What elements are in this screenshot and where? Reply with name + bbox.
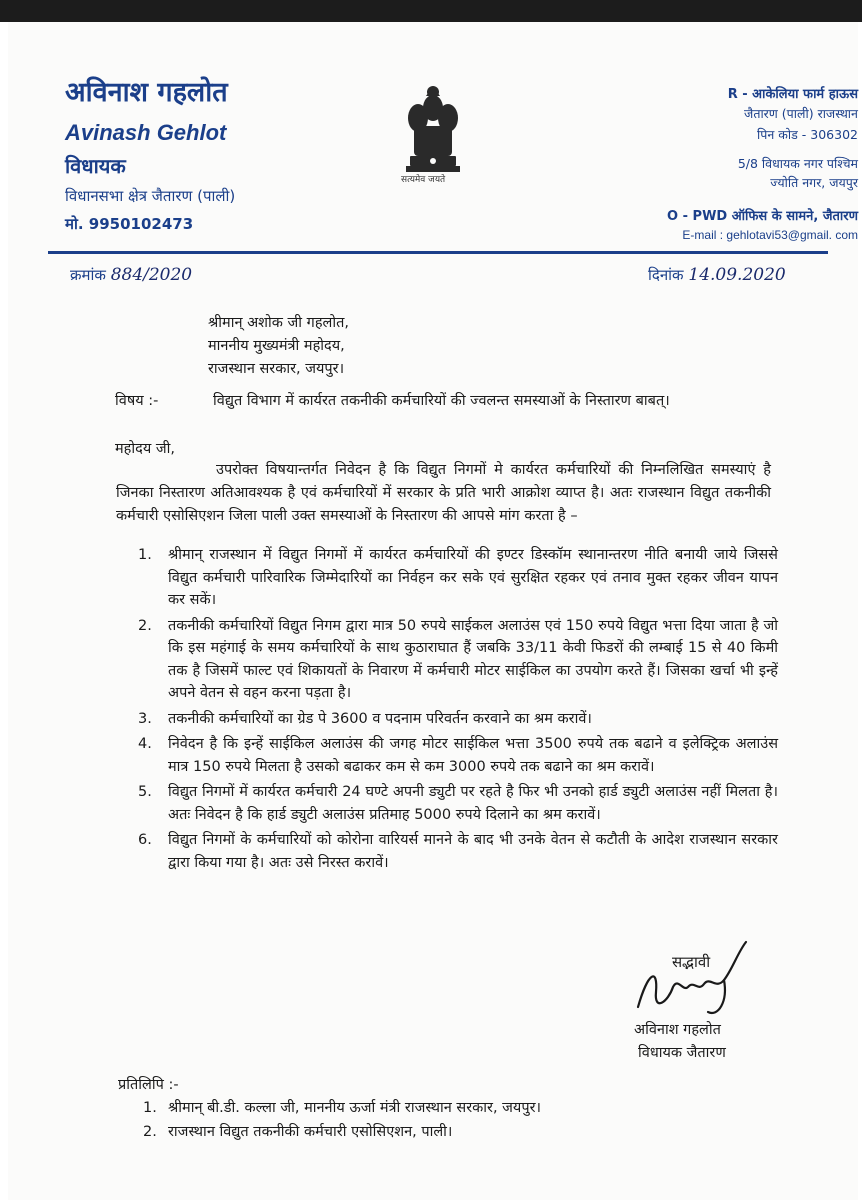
letterhead-divider [48,251,828,254]
address-line-3: पिन कोड - 306302 [757,127,858,142]
addressee-line: राजस्थान सरकार, जयपुर। [208,361,345,377]
date-value: 14.09.2020 [688,265,786,285]
reference-number [70,265,192,285]
letter-date [648,265,786,285]
list-item-number: 1. [143,1100,157,1116]
list-item-number: 2. [138,617,152,634]
signatory-name: अविनाश गहलोत [634,1022,721,1038]
list-item [138,708,778,731]
reference-value: 884/2020 [110,265,193,285]
list-item-text: तकनीकी कर्मचारियों विद्युत निगम द्वारा मात्र 50 रुपये साईकल अलाउंस एवं 150 रुपये विद्युत भत्ता दिया जाता है जो कि इस महंगाई के समय कर्मचारियों के साथ कुठाराघात हैं जबकि 33/11 केवी फिडरों की लम्बाई 15 से 40 किमी तक है जिसमें फाल्ट एवं शिकायतों के निवारण में कर्मचारी मोटर साईकिल का उपयोग करते हैं। जिसका खर्चा भी इन्हें अपने वेतन से वहन करना पड़ता है। [168,617,778,701]
subject-text: विद्युत विभाग में कार्यरत तकनीकी कर्मचारियों की ज्वलन्त समस्याओं के निस्तारण बाबत्। [213,393,670,409]
date-label: दिनांक [648,266,684,284]
email-line: E-mail : gehlotavi53@gmail. com [682,228,858,242]
list-item-number: 6. [138,832,152,848]
emblem-motto: सत्यमेव जयते [401,175,446,185]
list-item [138,544,778,612]
list-item-text: श्रीमान् राजस्थान में विद्युत निगमों में कार्यरत कर्मचारियों की इण्टर डिस्कॉम स्थानान्तरण नीति बनायी जाये जिससे विद्युत कर्मचारी पारिवारिक जिम्मेदारियों का निर्वहन कर सके एवं सुरक्षित रहकर एवं तनाव मुक्त रहकर जीवन यापन कर सकें। [168,547,778,608]
list-item-number: 1. [138,547,152,563]
signatory-title: विधायक जैतारण [638,1045,726,1061]
list-item-number: 4. [138,736,152,752]
closing-word: सद्भावी [672,953,711,971]
addressee-line: श्रीमान् अशोक जी गहलोत, [208,315,349,331]
list-item-text: निवेदन है कि इन्हें साईकिल अलाउंस की जगह मोटर साईकिल भत्ता 3500 रुपये तक बढाने व इलेक्ट्रिक अलाउंस मात्र 150 रुपये मिलता है उसको बढाकर कम से कम 3000 रुपये तक बढाने का श्रम करावें। [168,736,778,775]
list-item-text: विद्युत निगमों में कार्यरत कर्मचारी 24 घण्टे अपनी ड्युटी पर रहते है फिर भी उनको हार्ड ड्युटी अलाउंस नहीं मिलता है। अतः निवेदन है कि हार्ड ड्युटी अलाउंस प्रतिमाह 5000 रुपये दिलाने का श्रम करावें। [168,784,778,823]
copy-to-label: प्रतिलिपि :- [118,1077,179,1093]
list-item [138,829,778,874]
list-item-number: 5. [138,784,152,800]
list-item [138,733,778,778]
address-line-6: O - PWD ऑफिस के सामने, जैतारण [667,209,858,224]
list-item-text: तकनीकी कर्मचारियों का ग्रेड पे 3600 व पदनाम परिवर्तन करवाने का श्रम करावें। [168,710,592,727]
letterhead-constituency: विधानसभा क्षेत्र जैतारण (पाली) [65,187,236,205]
handwritten-signature [628,932,758,1032]
letterhead-name-hindi: अविनाश गहलोत [65,77,228,108]
list-item-text: राजस्थान विद्युत तकनीकी कर्मचारी एसोसिएशन, पाली। [168,1124,453,1140]
subject-label: विषय :- [115,393,159,409]
letterhead-mobile: मो. 9950102473 [65,215,194,233]
addressee-block [208,312,349,381]
intro-paragraph [116,459,771,528]
letterhead-designation: विधायक [65,154,126,178]
list-item-number: 3. [138,710,152,727]
demands-list [138,544,778,877]
list-item [143,1096,541,1120]
reference-label: क्रमांक [70,266,106,284]
address-line-5: ज्योति नगर, जयपुर [770,175,858,190]
list-item-text: विद्युत निगमों के कर्मचारियों को कोरोना वारियर्स मानने के बाद भी उनके वेतन से कटौती के आदेश राजस्थान सरकार द्वारा किया गया है। अतः उसे निरस्त करावें। [168,832,778,871]
phone-status-bar [0,0,862,22]
list-item [138,615,778,705]
address-line-1: R - आकेलिया फार्म हाऊस [727,87,858,102]
addressee-line: माननीय मुख्यमंत्री महोदय, [208,338,345,354]
list-item [143,1120,541,1144]
letter-page [8,22,858,1200]
list-item-text: श्रीमान् बी.डी. कल्ला जी, माननीय ऊर्जा मंत्री राजस्थान सरकार, जयपुर। [168,1100,542,1116]
list-item [138,781,778,826]
copy-to-list [143,1096,541,1144]
intro-paragraph-text: उपरोक्त विषयान्तर्गत निवेदन है कि विद्युत निगमों मे कार्यरत कर्मचारियों की निम्नलिखित समस्याएं है जिनका निस्तारण अतिआवश्यक है एवं कर्मचारियों में सरकार के प्रति भारी आक्रोश व्याप्त है। अतः राजस्थान विद्युत तकनीकी कर्मचारी एसोसिएशन जिला पाली उक्त समस्याओं के निस्तारण की आपसे मांग करता है – [116,462,771,524]
address-line-4: 5/8 विधायक नगर पश्चिम [737,156,858,171]
letterhead-name-english: Avinash Gehlot [65,120,227,145]
list-item-number: 2. [143,1124,157,1140]
address-line-2: जैतारण (पाली) राजस्थान [744,106,858,121]
salutation: महोदय जी, [115,441,175,457]
